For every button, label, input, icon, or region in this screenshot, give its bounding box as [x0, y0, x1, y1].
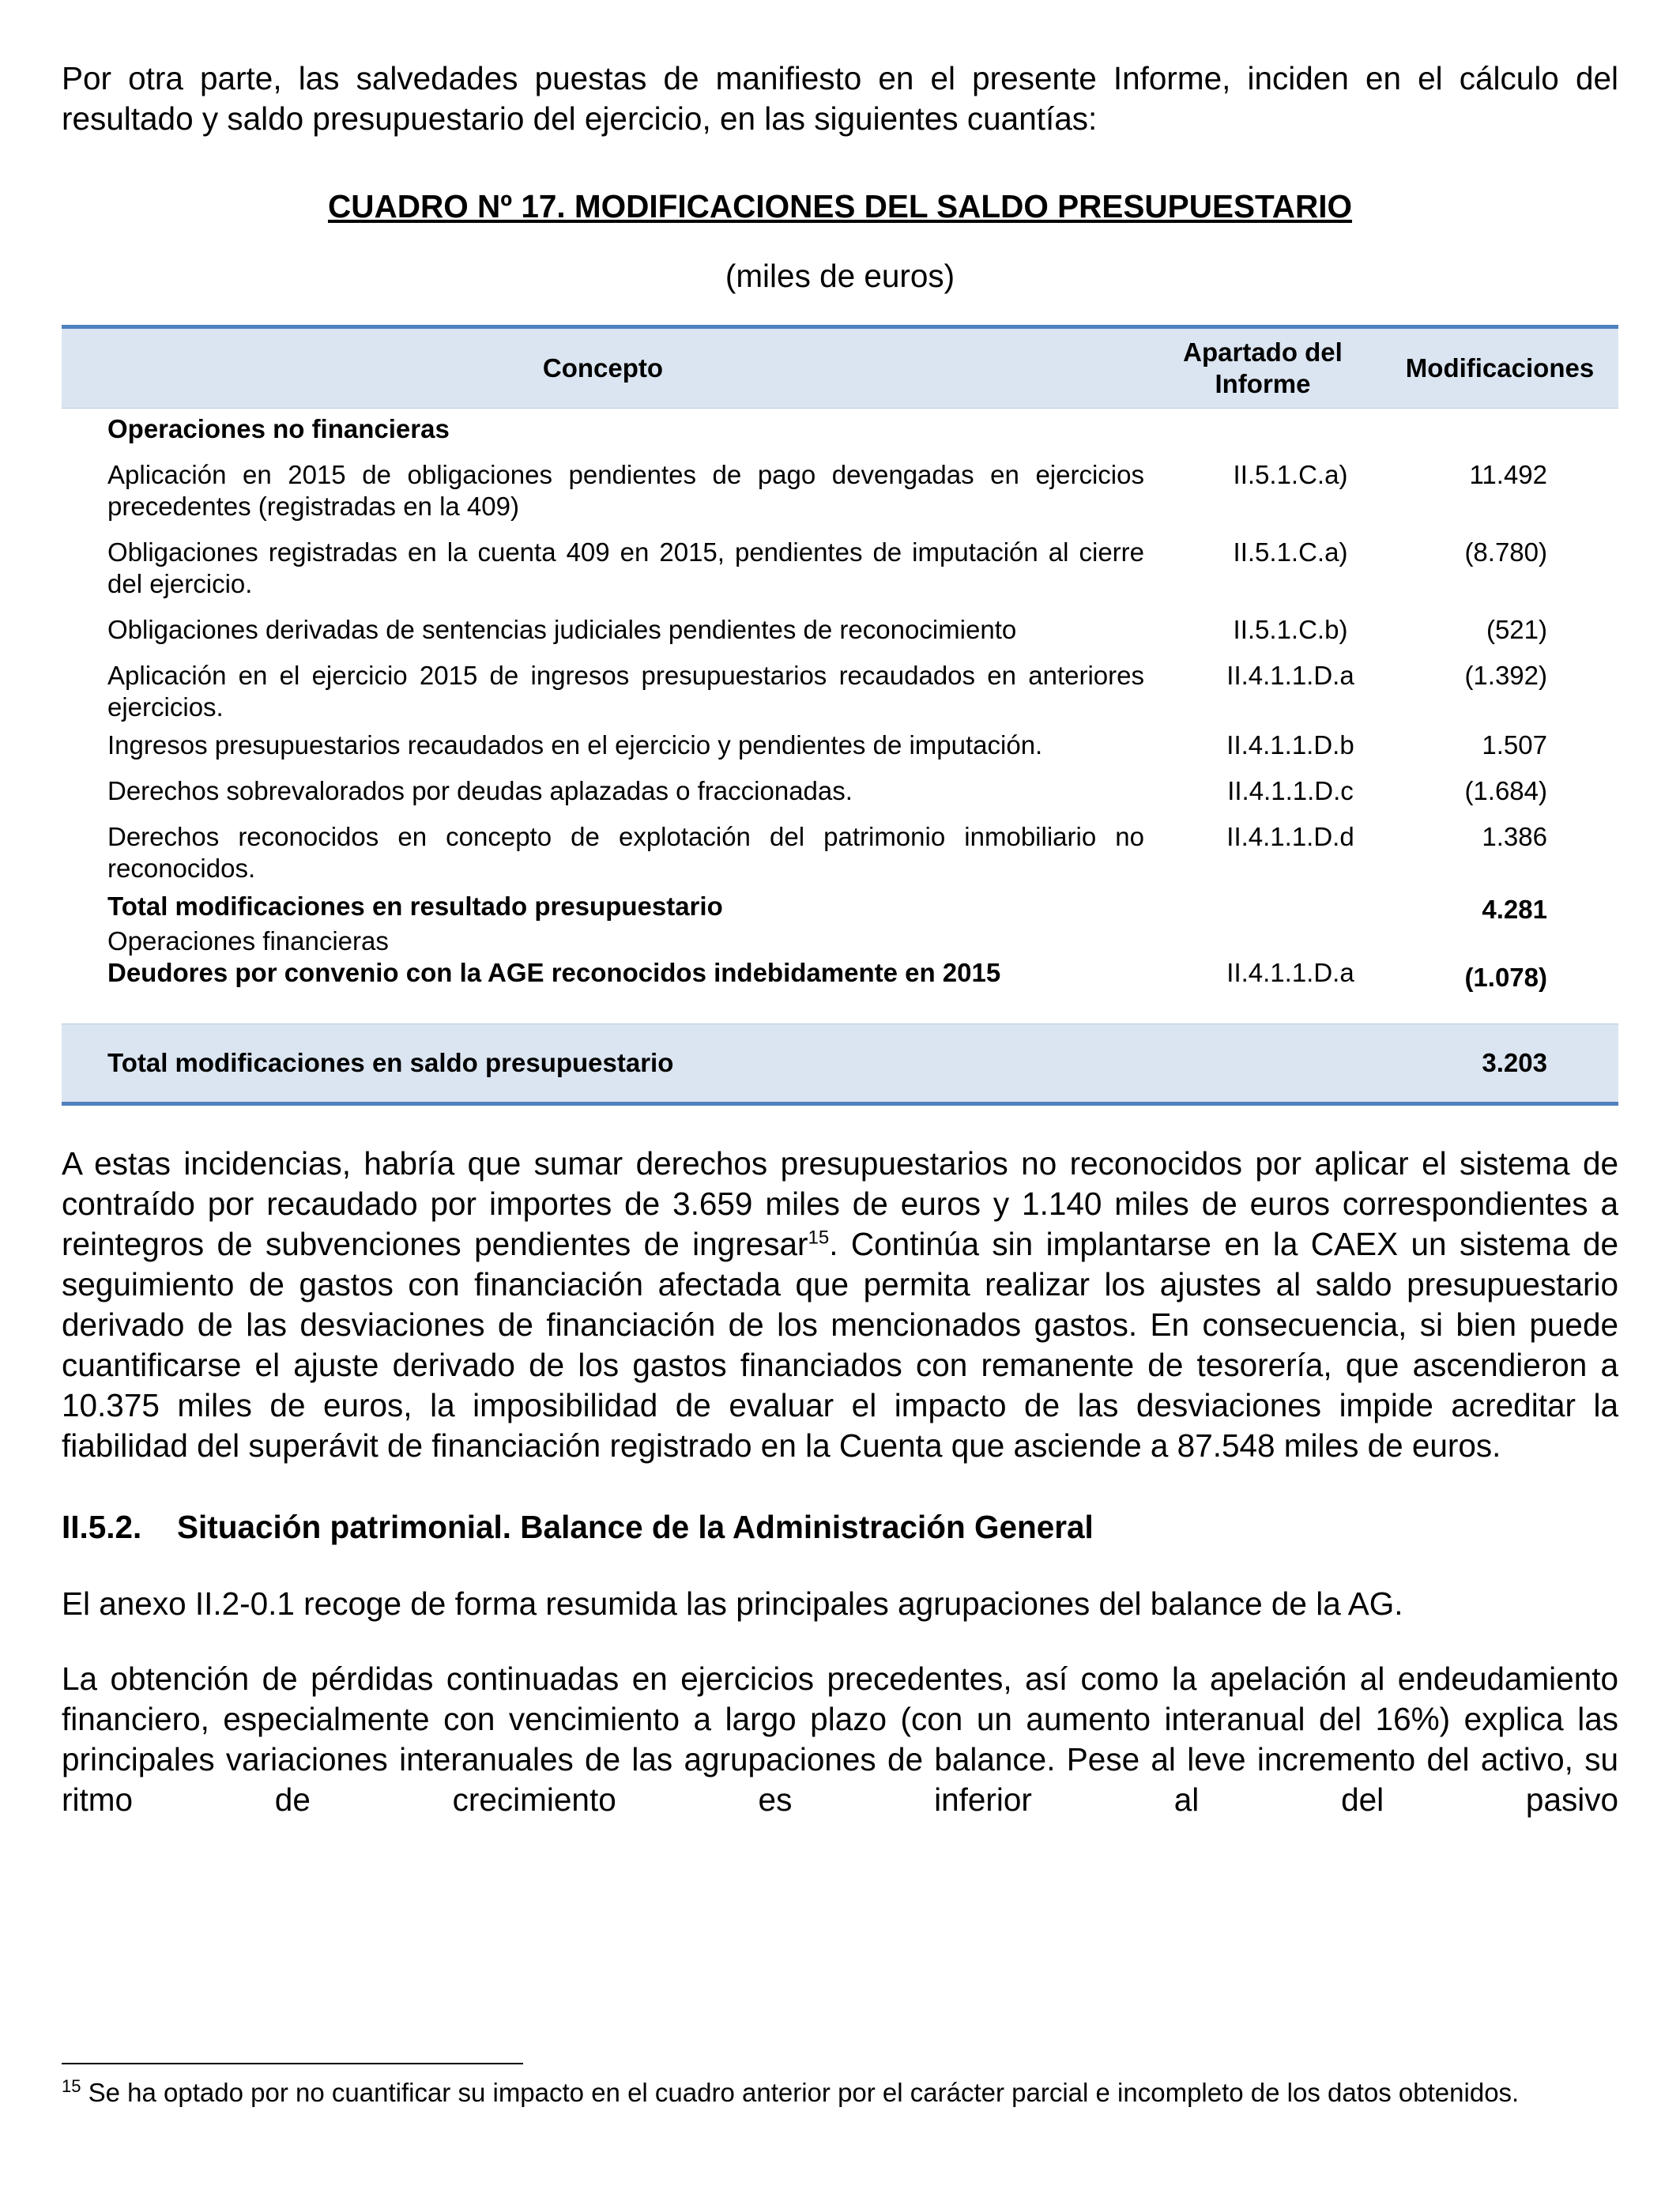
row-modificacion: 1.386: [1482, 822, 1547, 851]
deudores-value: (1.078): [1464, 963, 1547, 992]
row-modificacion: 1.507: [1482, 730, 1547, 760]
total-saldo-label: Total modificaciones en saldo presupuestario: [62, 1024, 1144, 1104]
empty-cell: [1144, 884, 1381, 925]
incidencias-part2: . Continúa sin implantarse en la CAEX un sistema de seguimiento de gastos con financiación afectada que permita realizar los ajustes al saldo presupuestario derivado de las desviaciones de financiación de los mencionados gastos. En consecuencia, si bien puede cuantificarse el ajuste derivado de los gastos financiados con remanente de tesorería, que ascendieron a 10.375 miles de euros, la imposibilidad de evaluar el impacto de las desviaciones impide acreditar la fiabilidad del superávit de financiación registrado en la Cuenta que asciende a 87.548 miles de euros.: [62, 1226, 1618, 1464]
document-page: [62, 55, 1618, 1820]
table-row: [62, 522, 1618, 600]
losses-paragraph: La obtención de pérdidas continuadas en ejercicios precedentes, así como la apelación al endeudamiento financiero, especialmente con vencimiento a largo plazo (con un aumento interanual del 16%) explica las principales variaciones interanuales de las agrupaciones de balance. Pese al leve incremento del activo, su ritmo de crecimiento es inferior al del pasivo: [62, 1661, 1618, 1818]
table-header-row: [62, 327, 1618, 409]
total-resultado-value: 4.281: [1482, 895, 1547, 924]
section-no-financieras: Operaciones no financieras: [107, 414, 450, 443]
incidencias-part1: A estas incidencias, habría que sumar derechos presupuestarios no reconocidos por aplicar el sistema de contraído por recaudado por importes de 3.659 miles de euros y 1.140 miles de euros correspondientes a reintegros de subvenciones pendientes de ingresar: [62, 1145, 1618, 1262]
footnote-number: 15: [62, 2076, 81, 2096]
section-financieras: Operaciones financieras: [107, 926, 389, 956]
row-apartado: II.4.1.1.D.d: [1226, 822, 1354, 851]
row-modificacion: (521): [1486, 615, 1547, 644]
table-row: [62, 761, 1618, 807]
intro-paragraph: Por otra parte, las salvedades puestas de manifiesto en el presente Informe, inciden en el cálculo del resultado y saldo presupuestario del ejercicio, en las siguientes cuantías:: [62, 60, 1618, 137]
row-concepto: Obligaciones registradas en la cuenta 409 en 2015, pendientes de imputación al cierre del ejercicio.: [107, 537, 1144, 598]
row-concepto: Ingresos presupuestarios recaudados en el ejercicio y pendientes de imputación.: [107, 730, 1043, 760]
row-concepto: Aplicación en el ejercicio 2015 de ingresos presupuestarios recaudados en anteriores ejercicios.: [107, 661, 1144, 722]
footnote-separator: [62, 2063, 523, 2064]
table-row: [62, 807, 1618, 884]
row-concepto: Derechos reconocidos en concepto de explotación del patrimonio inmobiliario no reconocidos.: [107, 822, 1144, 883]
table-row: [62, 445, 1618, 522]
empty-cell: [1144, 1024, 1381, 1104]
row-apartado: II.4.1.1.D.c: [1227, 776, 1354, 805]
budget-modifications-table: [62, 325, 1618, 1106]
table-row: [62, 600, 1618, 646]
table-row: [62, 723, 1618, 761]
empty-cell: [1144, 409, 1381, 446]
row-apartado: II.5.1.C.b): [1233, 615, 1348, 644]
header-apartado: [1144, 327, 1381, 409]
row-concepto: Derechos sobrevalorados por deudas aplazadas o fraccionadas.: [107, 776, 853, 805]
table-row-total-resultado: [62, 884, 1618, 925]
table-unit: (miles de euros): [725, 258, 955, 294]
table-row-section: [62, 409, 1618, 446]
row-apartado: II.4.1.1.D.a: [1226, 661, 1354, 690]
empty-cell: [1144, 925, 1381, 957]
header-modificaciones: Modificaciones: [1381, 327, 1618, 409]
empty-cell: [1381, 925, 1618, 957]
total-saldo-value: 3.203: [1381, 1024, 1618, 1104]
incidencias-paragraph: [62, 1144, 1618, 1466]
footnote-text: Se ha optado por no cuantificar su impacto en el cuadro anterior por el carácter parcial e incompleto de los datos obtenidos.: [81, 2078, 1520, 2107]
footnote-reference[interactable]: 15: [808, 1227, 830, 1249]
table-title: CUADRO Nº 17. MODIFICACIONES DEL SALDO PRESUPUESTARIO: [328, 188, 1352, 224]
section-number: II.5.2.: [62, 1509, 142, 1545]
table-row-deudores: [62, 957, 1618, 993]
row-apartado: II.5.1.C.a): [1233, 460, 1348, 489]
table-row-total-saldo: [62, 1024, 1618, 1104]
total-resultado-label: Total modificaciones en resultado presupuestario: [107, 892, 723, 921]
row-modificacion: 11.492: [1469, 460, 1547, 489]
row-modificacion: (1.392): [1464, 661, 1547, 690]
header-concepto: Concepto: [62, 327, 1144, 409]
row-modificacion: (1.684): [1464, 776, 1547, 805]
header-apartado-line1: Apartado del: [1183, 337, 1343, 367]
row-modificacion: (8.780): [1464, 537, 1547, 567]
header-apartado-line2: Informe: [1215, 369, 1311, 398]
table-row: [62, 646, 1618, 723]
row-concepto: Aplicación en 2015 de obligaciones pendientes de pago devengadas en ejercicios precedentes (registradas en la 409): [107, 460, 1144, 521]
section-title: Situación patrimonial. Balance de la Administración General: [177, 1509, 1094, 1545]
row-concepto: Obligaciones derivadas de sentencias judiciales pendientes de reconocimiento: [107, 615, 1017, 644]
empty-cell: [1381, 409, 1618, 446]
deudores-label: Deudores por convenio con la AGE reconocidos indebidamente en 2015: [107, 958, 1001, 987]
annex-paragraph: El anexo II.2-0.1 recoge de forma resumida las principales agrupaciones del balance de la AG.: [62, 1585, 1403, 1622]
row-apartado: II.5.1.C.a): [1233, 537, 1348, 567]
spacer-row: [62, 993, 1618, 1024]
deudores-apartado: II.4.1.1.D.a: [1226, 958, 1354, 987]
section-heading: [62, 1507, 1618, 1547]
table-row-section: [62, 925, 1618, 957]
row-apartado: II.4.1.1.D.b: [1226, 730, 1354, 760]
footnote: [62, 2077, 1618, 2109]
